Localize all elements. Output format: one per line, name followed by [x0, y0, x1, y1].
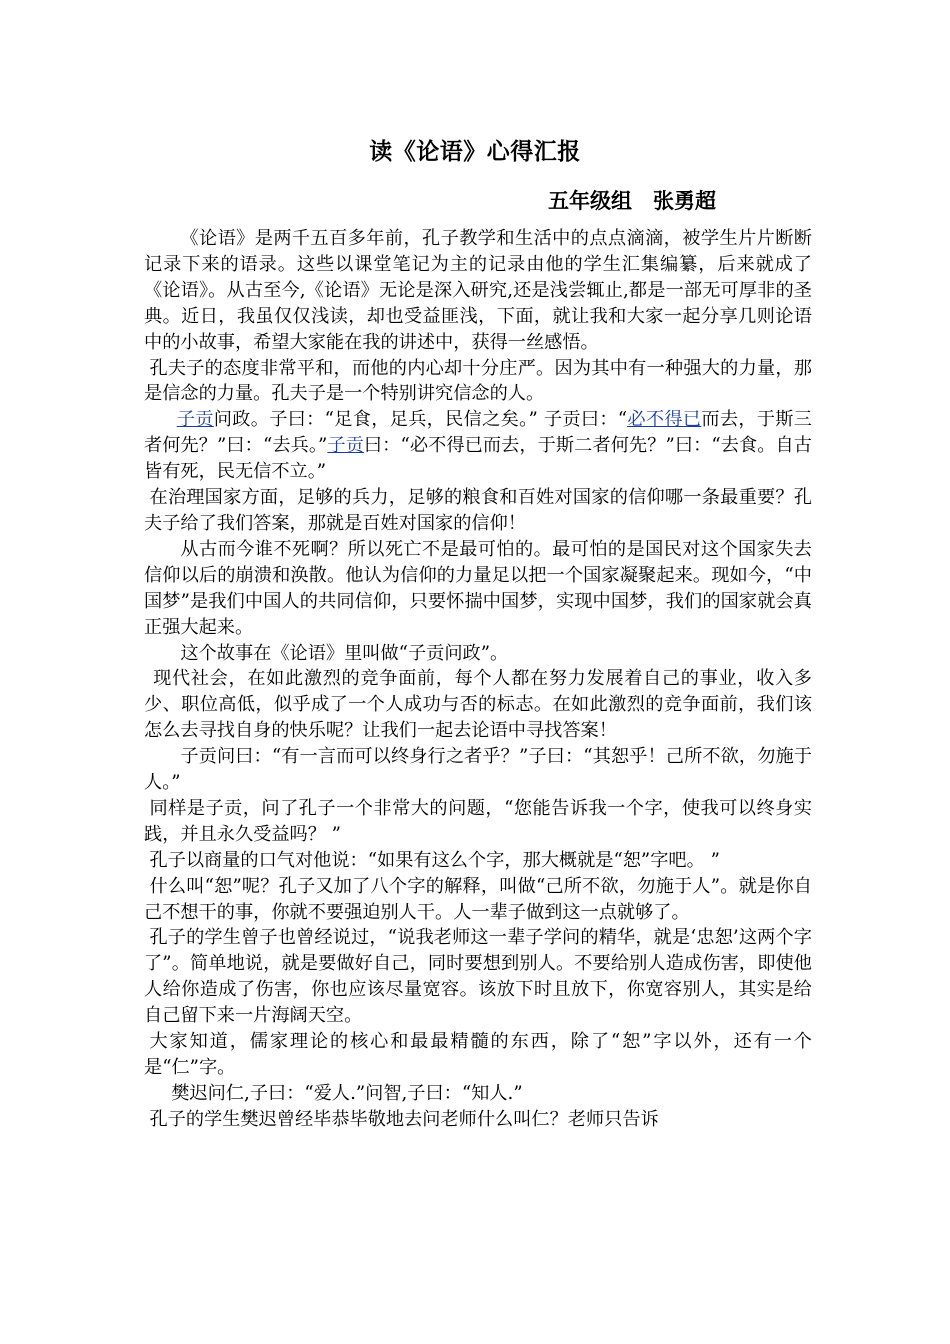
paragraph: 《论语》是两千五百多年前，孔子教学和生活中的点点滴滴，被学生片片断断记录下来的语录。这些以课堂笔记为主的记录由他的学生汇集编纂，后来就成了《论语》。从古至今,《论语》无论是深入研究,还是浅尝辄止,都是一部无可厚非的圣典。近日，我虽仅仅浅读，却也受益匪浅，下面，就让我和大家一起分享几则论语中的小故事，希望大家能在我的讲述中，获得一丝感悟。 [144, 228, 812, 353]
paragraph-text: 曰：“必不得已而去，于斯二者何先？”曰：“去食。自古皆有死，民无信不立。” [144, 435, 812, 483]
paragraph: 孔子的学生曾子也曾经说过，“说我老师这一辈子学问的精华，就是‘忠恕’这两个字了”。简单地说，就是要做好自己，同时要想到别人。不要给别人造成伤害，即使他人给你造成了伤害，你也应该尽量宽容。该放下时且放下，你宽容别人，其实是给自己留下来一片海阔天空。 [144, 927, 812, 1027]
hyperlink[interactable]: 必不得已 [627, 409, 702, 431]
paragraph: 从古而今谁不死啊？所以死亡不是最可怕的。最可怕的是国民对这个国家失去信仰以后的崩溃和涣散。他认为信仰的力量足以把一个国家凝聚起来。现如今，“中国梦”是我们中国人的共同信仰，只要怀揣中国梦，实现中国梦，我们的国家就会真正强大起来。 [144, 538, 812, 638]
paragraph: 孔子的学生樊迟曾经毕恭毕敬地去问老师什么叫仁？老师只告诉 [149, 1108, 659, 1130]
hyperlink[interactable]: 子贡 [327, 435, 364, 457]
paragraph: 子贡问曰：“有一言而可以终身行之者乎？”子曰：“其恕乎！己所不欲，勿施于人。” [144, 746, 812, 794]
paragraph: 在治理国家方面，足够的兵力，足够的粮食和百姓对国家的信仰哪一条最重要？孔夫子给了我们答案，那就是百姓对国家的信仰！ [144, 487, 812, 534]
document-body [144, 226, 812, 1133]
paragraph: 同样是子贡，问了孔子一个非常大的问题，“您能告诉我一个字，使我可以终身实践，并且永久受益吗？ ” [144, 797, 812, 845]
paragraph: 这个故事在《论语》里叫做“子贡问政”。 [180, 642, 509, 664]
paragraph: 樊迟问仁,子曰：“爱人.”问智,子曰：“知人.” [171, 1082, 523, 1104]
paragraph-text: 问政。子曰：“足食，足兵，民信之矣。” 子贡曰：“ [213, 409, 628, 431]
author-line: 五年级组 张勇超 [548, 189, 716, 213]
paragraph: 孔夫子的态度非常平和，而他的内心却十分庄严。因为其中有一种强大的力量，那是信念的力量。孔夫子是一个特别讲究信念的人。 [144, 357, 812, 405]
hyperlink[interactable]: 子贡 [176, 409, 214, 431]
paragraph [144, 407, 812, 485]
document-title: 读《论语》心得汇报 [369, 139, 581, 165]
paragraph-text: 而去，于斯三者何先？”曰：“去兵。” [144, 409, 812, 457]
paragraph: 孔子以商量的口气对他说：“如果有这么个字，那大概就是“恕”字吧。 ” [149, 849, 720, 871]
paragraph: 现代社会，在如此激烈的竞争面前，每个人都在努力发展着自己的事业，收入多少、职位高低，似乎成了一个人成功与否的标志。在如此激烈的竞争面前，我们该怎么去寻找自身的快乐呢？让我们一起去论语中寻找答案！ [144, 668, 812, 742]
paragraph: 什么叫“恕”呢？孔子又加了八个字的解释，叫做“己所不欲，勿施于人”。就是你自己不想干的事，你就不要强迫别人干。人一辈子做到这一点就够了。 [144, 875, 812, 923]
paragraph: 大家知道，儒家理论的核心和最最精髓的东西，除了“恕”字以外，还有一个是“仁”字。 [144, 1031, 812, 1078]
